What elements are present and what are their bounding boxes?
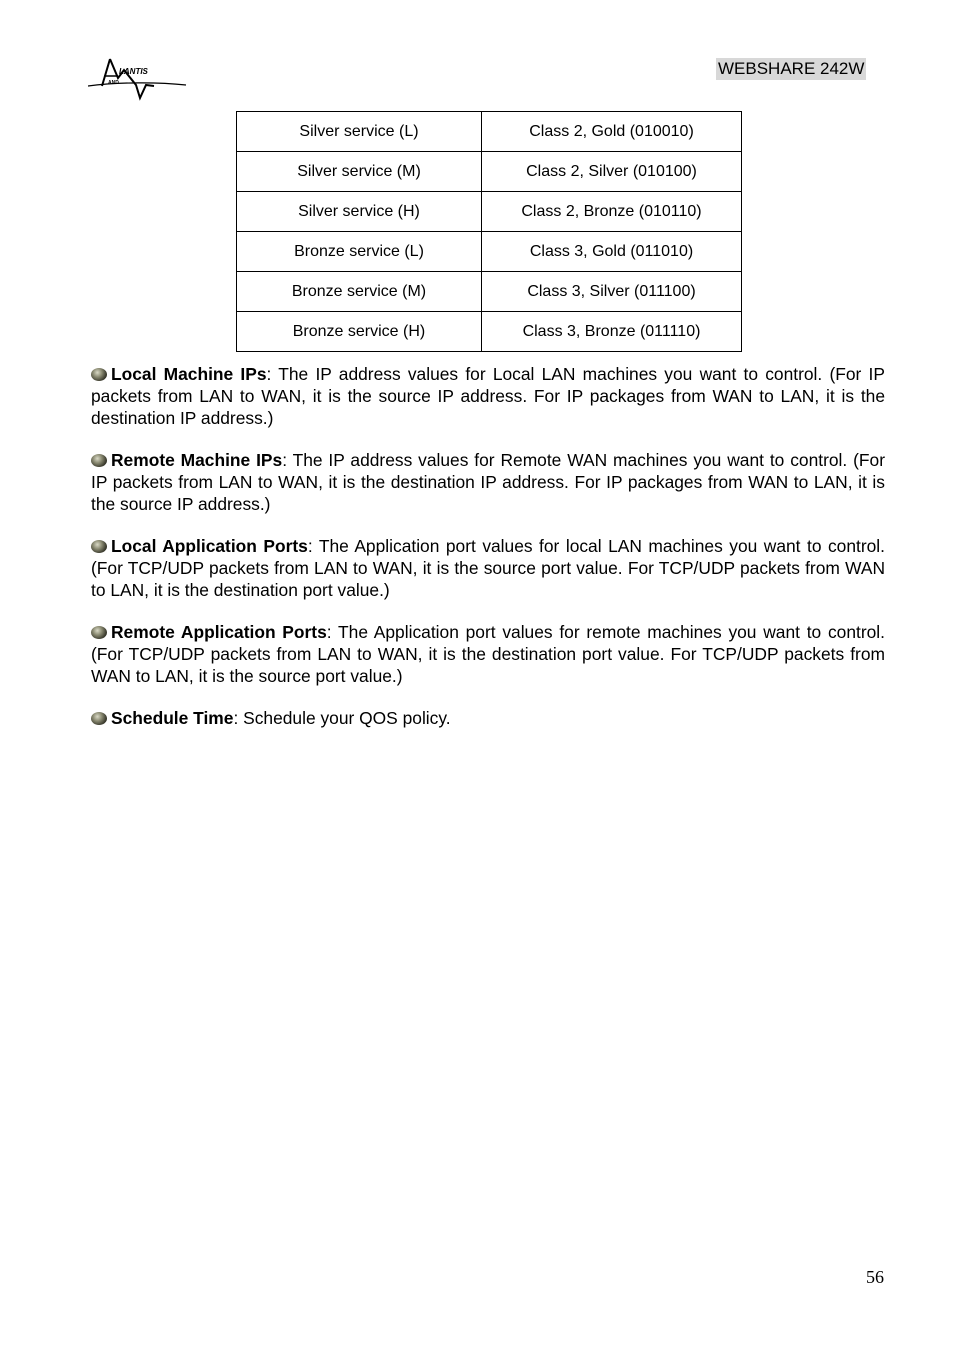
bullet-icon [91, 540, 107, 553]
item-text: : The IP address values for Remote WAN machines you want to control. (For IP packets from LAN to WAN, it is the destination IP address. For IP packages from WAN to LAN, it is the source IP address.) [91, 450, 885, 514]
class-cell: Class 3, Gold (011010) [482, 232, 742, 272]
description-item-local-machine-ips [91, 363, 885, 429]
service-cell: Silver service (H) [237, 192, 482, 232]
bullet-icon [91, 368, 107, 381]
item-term: Remote Machine IPs [111, 450, 283, 470]
service-cell: Silver service (M) [237, 152, 482, 192]
product-name: WEBSHARE 242W [718, 59, 865, 78]
item-text: : Schedule your QOS policy. [233, 708, 451, 728]
item-text: : The Application port values for local LAN machines you want to control. (For TCP/UDP packets from LAN to WAN, it is the source port value. For TCP/UDP packets from WAN to LAN, it is the destination port value.) [91, 536, 885, 600]
item-term: Schedule Time [111, 708, 234, 728]
field-descriptions [91, 363, 885, 749]
service-class-table [236, 111, 742, 352]
table-row [237, 192, 742, 232]
table-row [237, 152, 742, 192]
bullet-icon [91, 712, 107, 725]
service-cell: Bronze service (L) [237, 232, 482, 272]
service-cell: Bronze service (M) [237, 272, 482, 312]
table-row [237, 112, 742, 152]
description-item-schedule-time [91, 707, 885, 729]
class-cell: Class 2, Gold (010010) [482, 112, 742, 152]
item-term: Remote Application Ports [111, 622, 327, 642]
page-number: 56 [866, 1267, 884, 1287]
svg-text:AND: AND [108, 80, 119, 86]
description-item-local-application-ports [91, 535, 885, 601]
item-term: Local Machine IPs [111, 364, 267, 384]
bullet-icon [91, 454, 107, 467]
table-row [237, 272, 742, 312]
service-cell: Bronze service (H) [237, 312, 482, 352]
bullet-icon [91, 626, 107, 639]
class-cell: Class 3, Silver (011100) [482, 272, 742, 312]
table-row [237, 312, 742, 352]
description-item-remote-application-ports [91, 621, 885, 687]
table-row [237, 232, 742, 272]
class-cell: Class 2, Silver (010100) [482, 152, 742, 192]
item-term: Local Application Ports [111, 536, 308, 556]
description-item-remote-machine-ips [91, 449, 885, 515]
class-cell: Class 2, Bronze (010110) [482, 192, 742, 232]
item-text: : The Application port values for remote machines you want to control. (For TCP/UDP packets from LAN to WAN, it is the destination port value. For TCP/UDP packets from WAN to LAN, it is the source port value.) [91, 622, 885, 686]
item-text: : The IP address values for Local LAN machines you want to control. (For IP packets from LAN to WAN, it is the source IP address. For IP packages from WAN to LAN, it is the destination IP address.) [91, 364, 885, 428]
class-cell: Class 3, Bronze (011110) [482, 312, 742, 352]
svg-text:LANTIS: LANTIS [119, 67, 148, 76]
atlantis-land-logo [88, 54, 188, 102]
service-cell: Silver service (L) [237, 112, 482, 152]
